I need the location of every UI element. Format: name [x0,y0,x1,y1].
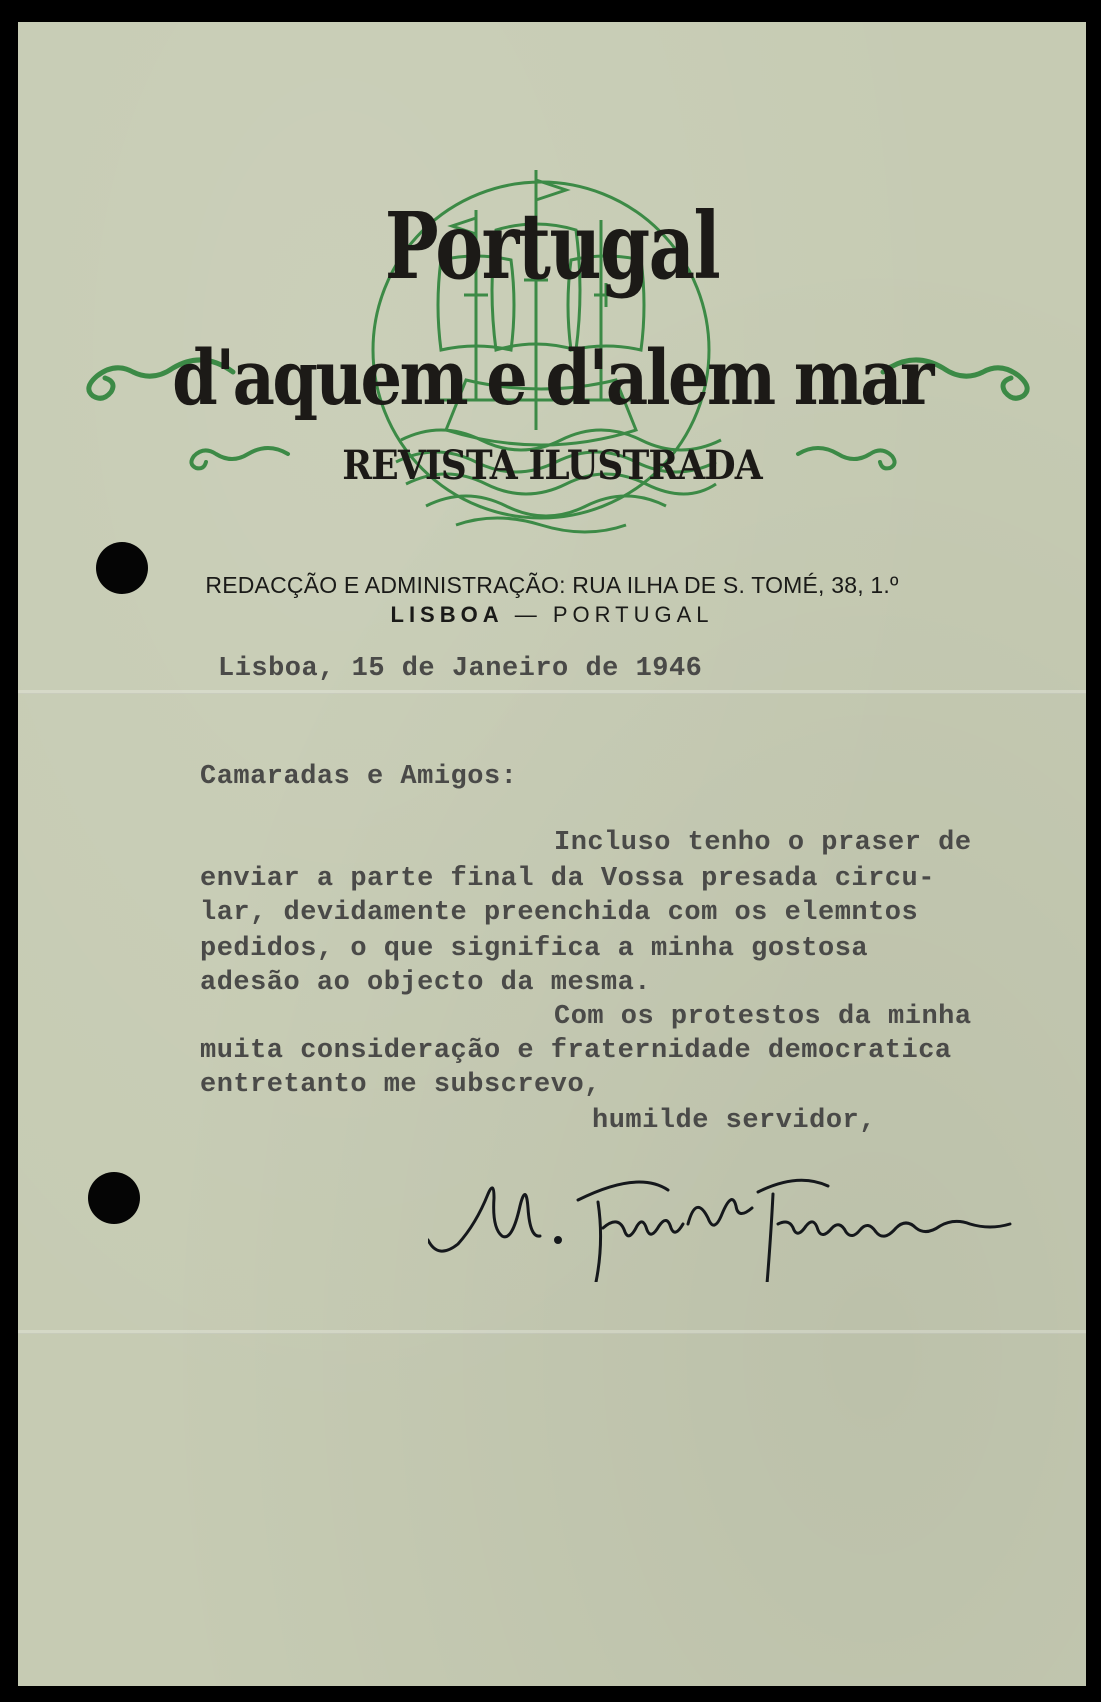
paper-fold [18,690,1086,694]
letter-body-line: entretanto me subscrevo, [200,1070,601,1100]
letter-salutation: Camaradas e Amigos: [200,762,518,792]
letterhead-address: REDACÇÃO E ADMINISTRAÇÃO: RUA ILHA DE S. TOMÉ, 38, 1.º [205,572,899,598]
letterhead-country: PORTUGAL [552,602,714,627]
letter-body-line: humilde servidor, [592,1106,876,1136]
letter-date: Lisboa, 15 de Janeiro de 1946 [218,654,703,684]
letter-body-line: lar, devidamente preenchida com os elemntos [200,898,919,928]
letterhead-separator: — [503,602,553,627]
punch-hole [88,1172,140,1224]
handwritten-signature [428,1132,1068,1282]
letterhead-city-line [18,602,1086,628]
paper-fold [18,1330,1086,1334]
letter-body-line: enviar a parte final da Vossa presada circu- [200,864,935,894]
masthead-subtitle: d'aquem e d'alem mar [172,333,932,422]
masthead-tagline: REVISTA ILUSTRADA [342,442,762,489]
letter-body-line: muita consideração e fraternidade democratica [200,1036,952,1066]
letter-body-line: adesão ao objecto da mesma. [200,968,651,998]
letter-body-line: Incluso tenho o praser de [554,828,972,858]
letterhead-city: LISBOA [390,602,504,627]
letter-page [18,22,1086,1686]
letter-body-line: pedidos, o que significa a minha gostosa [200,934,869,964]
letter-body-line: Com os protestos da minha [554,1002,972,1032]
masthead-title: Portugal [384,192,720,300]
